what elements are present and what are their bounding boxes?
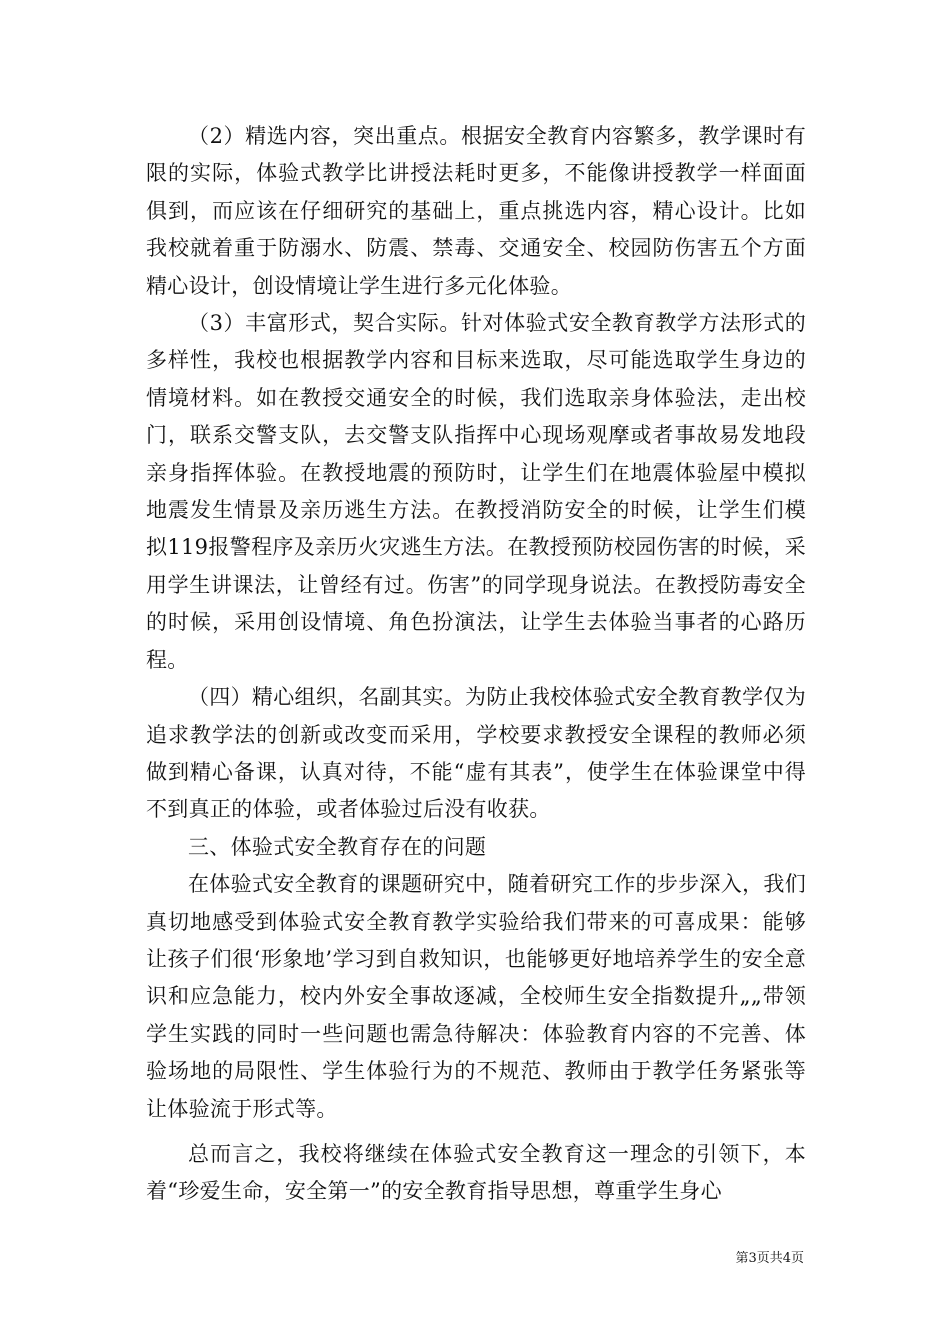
document-body — [146, 118, 806, 1211]
paragraph-careful-organization: （四）精心组织，名副其实。为防止我校体验式安全教育教学仅为追求教学法的创新或改变而采用，学校要求教授安全课程的教师必须做到精心备课，认真对待，不能“虚有其表”，使学生在体验课堂中得不到真正的体验，或者体验过后没有收获。 — [146, 685, 806, 822]
paragraph-problems: 在体验式安全教育的课题研究中，随着研究工作的步步深入，我们真切地感受到体验式安全教育教学实验给我们带来的可喜成果：能够让孩子们很‘形象地’学习到自救知识，也能够更好地培养学生的安全意识和应急能力，校内外安全事故逐减，全校师生安全指数提升„„带领学生实践的同时一些问题也需急待解决：体验教育内容的不完善、体验场地的局限性、学生体验行为的不规范、教师由于教学任务紧张等让体验流于形式等。 — [146, 872, 806, 1121]
paragraph-rich-forms: （3）丰富形式，契合实际。针对体验式安全教育教学方法形式的多样性，我校也根据教学内容和目标来选取，尽可能选取学生身边的情境材料。如在教授交通安全的时候，我们选取亲身体验法，走出校门，联系交警支队，去交警支队指挥中心现场观摩或者事故易发地段亲身指挥体验。在教授地震的预防时，让学生们在地震体验屋中模拟地震发生情景及亲历逃生方法。在教授消防安全的时候，让学生们模拟119报警程序及亲历火灾逃生方法。在教授预防校园伤害的时候，采用学生讲课法，让曾经有过。伤害”的同学现身说法。在教授防毒安全的时候，采用创设情境、角色扮演法，让学生去体验当事者的心路历程。 — [146, 311, 806, 672]
page-footer: 第3页共4页 — [735, 1251, 804, 1266]
section-heading-problems: 三、体验式安全教育存在的问题 — [188, 834, 487, 859]
paragraph-conclusion: 总而言之，我校将继续在体验式安全教育这一理念的引领下，本着“珍爱生命，安全第一”的安全教育指导思想，尊重学生身心 — [146, 1141, 806, 1204]
paragraph-selective-content: （2）精选内容，突出重点。根据安全教育内容繁多，教学课时有限的实际，体验式教学比讲授法耗时更多，不能像讲授教学一样面面俱到，而应该在仔细研究的基础上，重点挑选内容，精心设计。比如我校就着重于防溺水、防震、禁毒、交通安全、校园防伤害五个方面精心设计，创设情境让学生进行多元化体验。 — [146, 124, 806, 298]
